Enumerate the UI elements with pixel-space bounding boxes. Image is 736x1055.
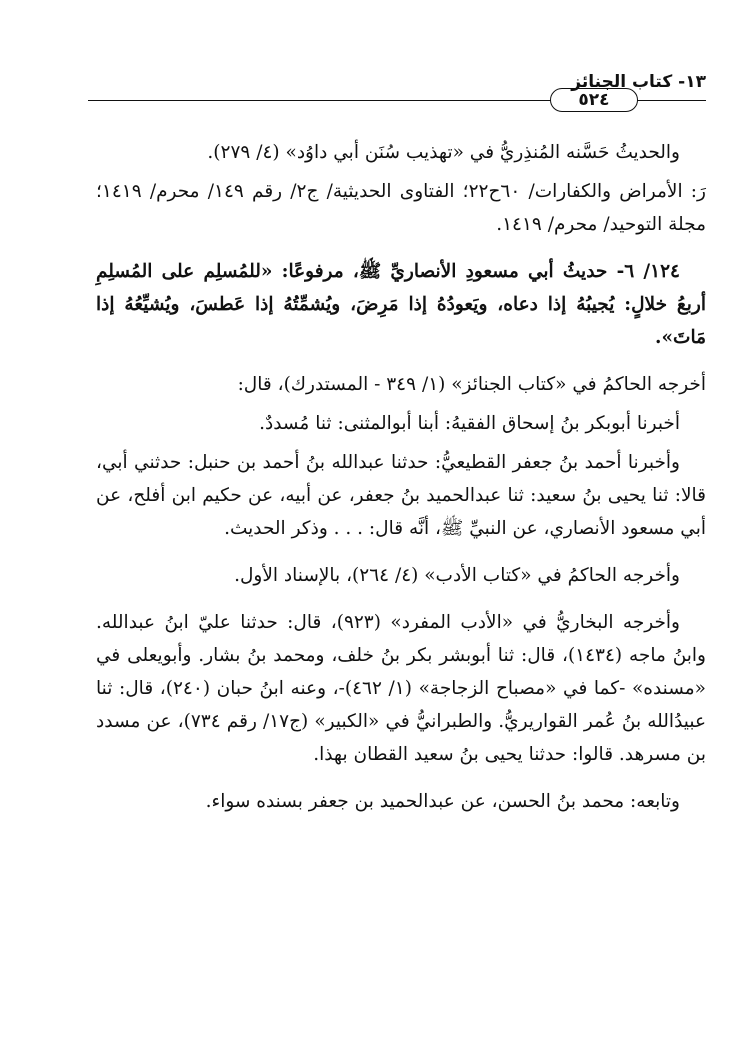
paragraph-isnad-2: وأخبرنا أحمد بنُ جعفر القطيعيُّ: حدثنا عبدالله بنُ أحمد بن حنبل: حدثني أبي، قالا: ثنا يحيى بنُ سعيد: ثنا عبدالحميد بنُ جعفر، عن أبيه، عن حكيم ابن أفلح، عن أبي مسعود الأنصاري، عن النبيِّ ﷺ، أنَّه قال: . . . وذكر الحديث. [96,452,706,539]
paragraph-takhrij-others: وأخرجه البخاريُّ في «الأدب المفرد» (٩٢٣)، قال: حدثنا عليّ ابنُ عبدالله. وابنُ ماجه (١٤٣٤)، قال: ثنا أبوبشر بكر بنُ خلف، ومحمد بنُ بشار. وأبويعلى في «مسنده» -كما في «مصباح الزجاجة» (١/ ٤٦٢)-، وعنه ابنُ حبان (٢٤٠)، قال: ثنا عبيدُالله بنُ عُمر القواريريُّ. والطبرانيُّ في «الكبير» (ج١٧/ رقم ٧٣٤)، عن مسدد بن مسرهد. قالوا: حدثنا يحيى بنُ سعيد القطان بهذا. [96,612,706,765]
paragraph-isnad-1: أخبرنا أبوبكر بنُ إسحاق الفقيهُ: أبنا أبوالمثنى: ثنا مُسددٌ. [259,413,680,434]
page-body [96,136,706,824]
chapter-title: ١٣- كتاب الجنائز [571,72,706,92]
paragraph-hadith-text: ١٢٤/ ٦- حديثُ أبي مسعودِ الأنصاريِّ ﷺ، مرفوعًا: «للمُسلِم على المُسلِمِ أربعُ خلالٍ: يُجيبُهُ إذا دعاه، ويَعودُهُ إذا مَرِضَ، ويُشمِّتُهُ إذا عَطسَ، ويُشيِّعُهُ إذا مَاتَ». [96,261,706,348]
paragraph-mutabaa: وتابعه: محمد بنُ الحسن، عن عبدالحميد بن جعفر بسنده سواء. [205,791,680,812]
paragraph-references: رَ: الأمراض والكفارات/ ٦٠ح٢٢؛ الفتاوى الحديثية/ ج٢/ رقم ١٤٩/ محرم/ ١٤١٩؛ مجلة التوحيد/ محرم/ ١٤١٩. [96,181,706,235]
paragraph-grading: والحديثُ حَسَّنه المُنذِريُّ في «تهذيب سُنَن أبي داوُد» (٤/ ٢٧٩). [207,142,680,163]
page-number: ٥٢٤ [550,88,638,112]
paragraph-takhrij-adab: وأخرجه الحاكمُ في «كتاب الأدب» (٤/ ٢٦٤)، بالإسناد الأول. [234,565,680,586]
paragraph-takhrij-hakim: أخرجه الحاكمُ في «كتاب الجنائز» (١/ ٣٤٩ - المستدرك)، قال: [237,374,706,395]
running-header [88,70,706,110]
